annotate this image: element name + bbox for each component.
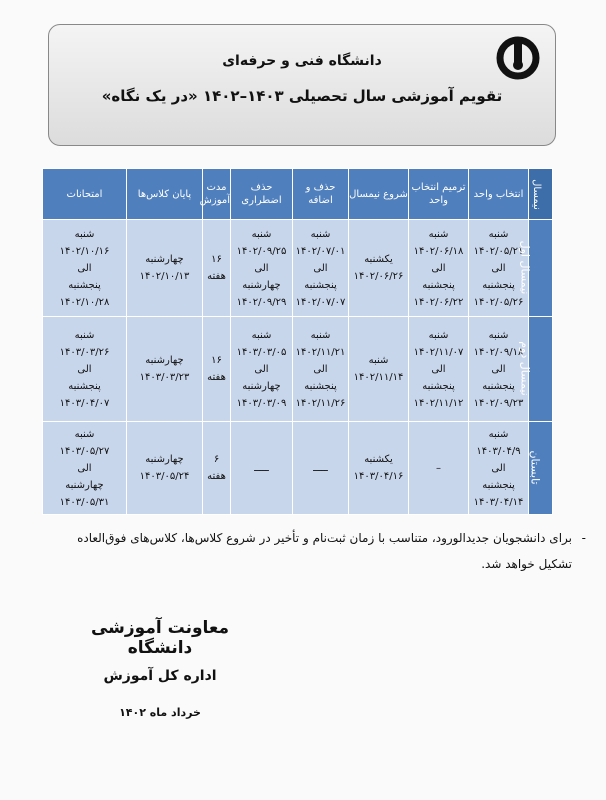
cell-line: الی: [313, 262, 328, 274]
cell-line: ۱۴۰۳/۰۴/۱۶: [353, 471, 404, 482]
cell-line: ۱۴۰۲/۱۰/۱۳: [139, 271, 190, 282]
semester-label: نیمسال دوم: [518, 341, 532, 396]
cell-line: الی: [254, 363, 269, 375]
cell-line: الی: [77, 262, 92, 274]
cell-line: پنجشنبه: [68, 279, 101, 291]
cell-line: ۱۴۰۳/۰۵/۲۷: [59, 445, 110, 457]
cell-line: –: [436, 462, 441, 474]
cell-line: ۶ هفته: [207, 454, 226, 482]
cell-line: ۱۴۰۲/۰۷/۰۱: [295, 245, 346, 257]
university-name: دانشگاه فنی و حرفه‌ای: [222, 53, 382, 69]
cell-line: شنبه: [310, 228, 331, 240]
cell-line: ۱۴۰۲/۰۶/۱۸: [413, 245, 464, 257]
cell-line: ۱۴۰۲/۱۱/۱۴: [353, 372, 404, 383]
table-cell: [203, 317, 231, 422]
cell-line: ۱۴۰۳/۰۴/۹: [476, 445, 521, 457]
cell-line: ۱۴۰۳/۰۵/۲۴: [139, 471, 190, 482]
cell-line: پنجشنبه: [482, 479, 515, 491]
cell-line: یکشنبه: [364, 254, 393, 265]
signature-deputy: معاونت آموزشی دانشگاه: [90, 618, 230, 658]
table-cell: [127, 317, 203, 422]
table-cell: [409, 422, 469, 515]
cell-line: چهارشنبه: [242, 279, 281, 291]
column-header: امتحانات: [43, 169, 127, 220]
cell-line: شنبه: [428, 329, 449, 341]
cell-line: شنبه: [368, 355, 389, 366]
table-cell: [203, 422, 231, 515]
semester-label: نیمسال اول: [518, 240, 532, 295]
cell-line: شنبه: [74, 228, 95, 240]
cell-line: شنبه: [74, 329, 95, 341]
cell-line: پنجشنبه: [482, 380, 515, 392]
cell-line: الی: [77, 462, 92, 474]
cell-line: الی: [313, 363, 328, 375]
cell-line: پنجشنبه: [422, 380, 455, 392]
cell-line: ۱۶: [211, 254, 222, 265]
cell-line: شنبه: [251, 329, 272, 341]
cell-line: ۱۶: [211, 355, 222, 366]
note-bullet: -: [581, 531, 586, 545]
cell-line: ۱۴۰۳/۰۴/۱۴: [473, 496, 524, 508]
table-cell: [203, 220, 231, 317]
cell-line: الی: [491, 363, 506, 375]
cell-line: ۱۴۰۲/۱۰/۲۸: [59, 296, 110, 308]
cell-line: الی: [491, 462, 506, 474]
signature-office: اداره کل آموزش: [103, 668, 217, 684]
cell-line: ۱۴۰۲/۰۷/۰۷: [295, 296, 346, 308]
cell-line: چهارشنبه: [242, 380, 281, 392]
cell-line: الی: [431, 363, 446, 375]
cell-line: ۱۴۰۲/۰۶/۲۶: [353, 271, 404, 282]
column-header: شروع نیمسال: [349, 169, 409, 220]
semester-label-cell: [518, 317, 553, 422]
cell-line: الی: [77, 363, 92, 375]
cell-line: ۱۴۰۲/۰۹/۲۵: [236, 245, 287, 257]
new-students-note: [58, 525, 586, 577]
table-cell: [293, 317, 349, 422]
table-cell: [231, 422, 293, 515]
cell-line: ۱۴۰۲/۱۱/۱۲: [413, 397, 464, 409]
column-header: مدت آموزش: [203, 169, 231, 220]
column-header: پایان کلاس‌ها: [127, 169, 203, 220]
calendar-title: تقویم آموزشی سال تحصیلی ۱۴۰۳–۱۴۰۲ «در یک نگاه»: [101, 87, 503, 105]
cell-line: ـــــ: [313, 462, 328, 474]
header-box: [48, 24, 556, 146]
cell-line: ۱۴۰۳/۰۵/۳۱: [59, 496, 110, 508]
cell-line: ۱۴۰۳/۰۳/۰۹: [236, 397, 287, 409]
cell-line: شنبه ۱۴۰۲/۰۵/۲۱: [473, 228, 524, 257]
cell-line: ۱۴۰۲/۰۹/۲۳: [473, 397, 524, 409]
semester-label-cell: [529, 422, 553, 515]
table-cell: [349, 317, 409, 422]
cell-line: چهارشنبه: [145, 454, 184, 465]
cell-line: الی: [254, 262, 269, 274]
cell-line: چهارشنبه: [145, 254, 184, 265]
cell-line: شنبه: [251, 228, 272, 240]
semester-label: تابستان: [528, 450, 542, 485]
table-cell: [127, 220, 203, 317]
table-cell: [409, 317, 469, 422]
cell-line: شنبه: [310, 329, 331, 341]
cell-line: ۱۴۰۳/۰۳/۲۶: [59, 346, 110, 358]
cell-line: پنجشنبه ۱۴۰۲/۰۶/۲۲: [413, 279, 464, 308]
table-row: [43, 317, 553, 422]
table-cell: [409, 220, 469, 317]
table-cell: [231, 317, 293, 422]
table-cell: [43, 317, 127, 422]
column-header: حذف اضطراری: [231, 169, 293, 220]
cell-line: ۱۴۰۲/۱۱/۲۶: [295, 397, 346, 409]
cell-line: ۱۴۰۳/۰۳/۲۳: [139, 372, 190, 383]
cell-line: هفته: [207, 372, 226, 383]
cell-line: هفته: [207, 271, 226, 282]
corner-label: نیمسال: [531, 178, 543, 210]
cell-line: شنبه: [74, 428, 95, 440]
academic-calendar-table: [42, 168, 553, 515]
cell-line: چهارشنبه: [65, 479, 104, 491]
table-row: [43, 422, 553, 515]
cell-line: ۱۴۰۲/۱۱/۲۱: [295, 346, 346, 358]
cell-line: چهارشنبه: [145, 355, 184, 366]
cell-line: پنجشنبه: [304, 380, 337, 392]
cell-line: ۱۴۰۲/۰۹/۲۹: [236, 296, 287, 308]
cell-line: الی: [491, 262, 506, 274]
table-cell: [349, 220, 409, 317]
cell-line: ۱۴۰۳/۰۳/۰۵: [236, 346, 287, 358]
table-cell: [293, 422, 349, 515]
table-cell: [231, 220, 293, 317]
table-cell: [43, 422, 127, 515]
cell-line: ـــــ: [254, 462, 269, 474]
cell-line: ۱۴۰۲/۱۰/۱۶: [59, 245, 110, 257]
corner-header: [529, 169, 553, 220]
signature-date: خرداد ماه ۱۴۰۲: [119, 706, 201, 719]
cell-line: الی: [431, 262, 446, 274]
note-text: برای دانشجویان جدیدالورود، متناسب با زمان ثبت‌نام و تأخیر در شروع کلاس‌ها، کلاس‌های فوق‌العاده تشکیل خواهد شد.: [77, 531, 572, 571]
table-header-row: [43, 169, 553, 220]
cell-line: یکشنبه: [364, 454, 393, 465]
semester-label-cell: [518, 220, 553, 317]
table-cell: [293, 220, 349, 317]
cell-line: شنبه ۱۴۰۲/۰۹/۱۸: [473, 329, 524, 358]
table-cell: [43, 220, 127, 317]
cell-line: شنبه: [488, 428, 509, 440]
table-cell: [349, 422, 409, 515]
cell-line: ۱۴۰۳/۰۴/۰۷: [59, 397, 110, 409]
cell-line: پنجشنبه: [304, 279, 337, 291]
table-row: [43, 220, 553, 317]
cell-line: ۱۴۰۲/۱۱/۰۷: [413, 346, 464, 358]
table-cell: [127, 422, 203, 515]
cell-line: پنجشنبه ۱۴۰۲/۰۵/۲۶: [473, 279, 524, 308]
column-header: انتخاب واحد: [469, 169, 529, 220]
cell-line: پنجشنبه: [68, 380, 101, 392]
column-header: حذف و اضافه: [293, 169, 349, 220]
column-header: ترمیم انتخاب واحد: [409, 169, 469, 220]
cell-line: شنبه: [428, 228, 449, 240]
